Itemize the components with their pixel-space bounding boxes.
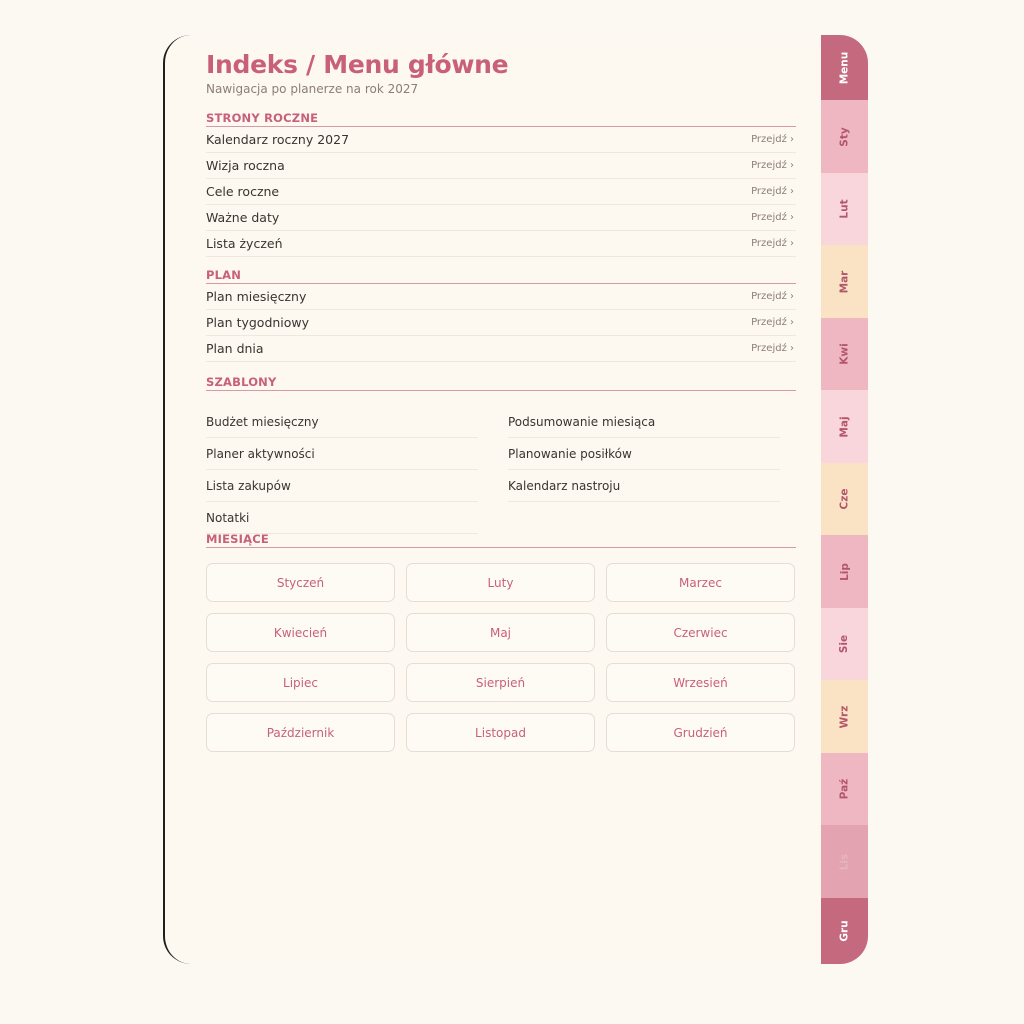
list-item[interactable]: [206, 205, 796, 231]
template-item[interactable]: Planowanie posiłków: [508, 438, 780, 470]
tab-label: Lut: [838, 199, 851, 219]
planner-page: [163, 35, 868, 964]
tab-menu[interactable]: [821, 35, 868, 100]
list-item-label: Cele roczne: [206, 184, 280, 199]
list-item[interactable]: [206, 179, 796, 205]
plan-list: [206, 284, 796, 362]
list-item-label: Wizja roczna: [206, 158, 285, 173]
month-button-september[interactable]: Wrzesień: [606, 663, 795, 702]
month-button-december[interactable]: Grudzień: [606, 713, 795, 752]
go-link[interactable]: Przejdź ›: [751, 343, 794, 354]
list-item[interactable]: [206, 284, 796, 310]
month-button-april[interactable]: Kwiecień: [206, 613, 395, 652]
list-item-label: Ważne daty: [206, 210, 280, 225]
tab-label: Paź: [838, 778, 851, 800]
tab-cze[interactable]: [821, 463, 868, 535]
tab-label: Maj: [838, 415, 851, 438]
section-heading-templates: SZABLONY: [206, 375, 796, 391]
tab-label: Lis: [838, 853, 851, 870]
go-link[interactable]: Przejdź ›: [751, 186, 794, 197]
list-item[interactable]: [206, 127, 796, 153]
tab-sie[interactable]: [821, 608, 868, 680]
list-item[interactable]: [206, 310, 796, 336]
list-item[interactable]: [206, 153, 796, 179]
section-heading-months: MIESIĄCE: [206, 532, 796, 548]
yearly-list: [206, 127, 796, 257]
template-item[interactable]: Budżet miesięczny: [206, 406, 478, 438]
template-item[interactable]: Podsumowanie miesiąca: [508, 406, 780, 438]
tab-label: Cze: [838, 488, 851, 510]
month-button-november[interactable]: Listopad: [406, 713, 595, 752]
go-link[interactable]: Przejdź ›: [751, 160, 794, 171]
month-button-march[interactable]: Marzec: [606, 563, 795, 602]
tab-lut[interactable]: [821, 173, 868, 245]
tab-label: Sty: [838, 126, 851, 147]
page-subtitle: Nawigacja po planerze na rok 2027: [206, 82, 419, 96]
tab-label: Gru: [838, 920, 851, 942]
tab-gru[interactable]: [821, 898, 868, 964]
list-item-label: Plan miesięczny: [206, 289, 307, 304]
list-item-label: Plan tygodniowy: [206, 315, 310, 330]
section-heading-yearly: STRONY ROCZNE: [206, 111, 796, 127]
tab-lip[interactable]: [821, 535, 868, 608]
page-title: Indeks / Menu główne: [206, 50, 509, 79]
tab-paz[interactable]: [821, 753, 868, 825]
tab-label: Lip: [838, 562, 851, 581]
list-item-label: Kalendarz roczny 2027: [206, 132, 350, 147]
month-button-may[interactable]: Maj: [406, 613, 595, 652]
template-item[interactable]: Notatki: [206, 502, 478, 534]
month-button-february[interactable]: Luty: [406, 563, 595, 602]
month-button-january[interactable]: Styczeń: [206, 563, 395, 602]
tab-label: Wrz: [838, 705, 851, 728]
tab-label: Kwi: [838, 343, 851, 365]
month-button-june[interactable]: Czerwiec: [606, 613, 795, 652]
page-content: [206, 49, 796, 752]
templates-grid: [206, 391, 796, 527]
month-button-july[interactable]: Lipiec: [206, 663, 395, 702]
template-item[interactable]: Lista zakupów: [206, 470, 478, 502]
tab-label: Menu: [838, 51, 851, 84]
tab-lis[interactable]: [821, 825, 868, 898]
tab-label: Sie: [838, 634, 851, 654]
tab-wrz[interactable]: [821, 680, 868, 753]
go-link[interactable]: Przejdź ›: [751, 291, 794, 302]
list-item[interactable]: [206, 336, 796, 362]
tab-sty[interactable]: [821, 100, 868, 173]
list-item-label: Lista życzeń: [206, 236, 283, 251]
month-button-october[interactable]: Październik: [206, 713, 395, 752]
tab-kwi[interactable]: [821, 318, 868, 390]
side-tab-strip: [821, 35, 868, 964]
template-item[interactable]: Kalendarz nastroju: [508, 470, 780, 502]
go-link[interactable]: Przejdź ›: [751, 134, 794, 145]
section-heading-plan: PLAN: [206, 268, 796, 284]
go-link[interactable]: Przejdź ›: [751, 238, 794, 249]
tab-label: Mar: [838, 270, 851, 293]
month-button-august[interactable]: Sierpień: [406, 663, 595, 702]
list-item[interactable]: [206, 231, 796, 257]
template-item[interactable]: Planer aktywności: [206, 438, 478, 470]
tab-maj[interactable]: [821, 390, 868, 463]
tab-mar[interactable]: [821, 245, 868, 318]
months-grid: [206, 563, 796, 752]
list-item-label: Plan dnia: [206, 341, 264, 356]
go-link[interactable]: Przejdź ›: [751, 212, 794, 223]
go-link[interactable]: Przejdź ›: [751, 317, 794, 328]
